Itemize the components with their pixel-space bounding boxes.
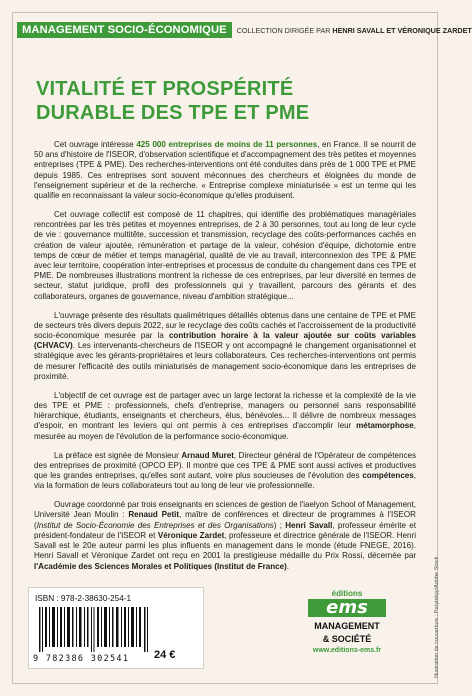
text-run: . Les intervenants-chercheurs de l'ISEOR y ont accompagné le changement organisationnel et stratégique avec les gérants-propriétaires et leurs collaborateurs. Ces recherches-interventions ont permis de mesurer l'efficacité des outils miniaturisés de management socio-économique dans les entreprises de proximité. (34, 341, 416, 381)
barcode-icon (39, 607, 149, 652)
text-run: , via la formation de leurs collaborateurs tout au long de leur vie professionnelle. (34, 471, 416, 491)
series-label: MANAGEMENT SOCIO-ÉCONOMIQUE (17, 22, 232, 38)
emphasis: contribution horaire à la valeur ajoutée sur coûts variables (CHVACV) (34, 331, 416, 351)
logo-societe: & SOCIÉTÉ (322, 634, 372, 644)
emphasis: compétences (362, 471, 414, 481)
isbn-label: ISBN : 978-2-38630-254-1 (35, 594, 132, 603)
publisher-url[interactable]: www.editions-ems.fr (312, 647, 382, 654)
publisher-logo (292, 587, 402, 671)
image-credit: Illustration de couverture : Perytskyy/Adobe Stock (434, 556, 440, 678)
emphasis: Henri Savall (285, 520, 333, 530)
logo-ems: ems (308, 599, 386, 617)
emphasis: métamorphose (356, 421, 414, 431)
text-run: , professeur émérite et président-fondateur de l'ISEOR et (34, 520, 416, 540)
text-run: Ouvrage coordonné par trois enseignants en sciences de gestion de l'iaelyon School of Management, Université Jean Moulin : (34, 500, 416, 520)
title-line-1: VITALITÉ ET PROSPÉRITÉ (36, 78, 294, 100)
emphasis: Arnaud Muret (181, 450, 234, 460)
text-run: . (286, 561, 290, 571)
text-run: La préface est signée de Monsieur (54, 450, 182, 460)
blurb (34, 140, 416, 581)
collection-names: HENRI SAVALL ET VÉRONIQUE ZARDET (332, 25, 472, 35)
highlight: 425 000 entreprises de moins de 11 personnes (136, 140, 318, 149)
paragraph-1 (34, 140, 416, 201)
paragraph-4 (34, 391, 416, 442)
book-title (36, 77, 396, 125)
logo-management: MANAGEMENT (314, 621, 380, 631)
text-run: L'ouvrage présente des résultats qualimétriques détaillés obtenus dans une centaine de TPE et PME de secteurs très divers depuis 2022, sur le recyclage des coûts cachés et l'accroissement de la productivité socio-économique mesurée par la (34, 310, 416, 341)
price: 24 € (154, 649, 176, 661)
text-run: , maître de conférences et directeur de programmes à l'ISEOR ( (34, 510, 416, 530)
text-run: , Directeur général de l'Opérateur de compétences des entreprises de proximité (OPCO EP). Il montre que ces TPE & PME sont aussi actives et productives que les grandes entreprises, qu'elles sont autant, voire plus soucieuses de l'évolution des (34, 450, 416, 481)
text-run: , mesurée au moyen de l'évolution de la performance socio-économique. (34, 421, 416, 441)
text-run: ) ; (273, 520, 286, 530)
text-run: L'objectif de cet ouvrage est de partager avec un large lectorat la richesse et la complexité de la vie des TPE et PME : professionnels, chefs d'entreprise, managers ou personnel sans responsabilité hiérarchique, étudiants, enseignants et chercheurs, élus, bénévoles... Il délivre de nombreux messages d'espoir, en montrant les leviers qui ont permis à ces entreprises d'accomplir leur (34, 390, 416, 431)
isbn-block (28, 587, 204, 669)
emphasis: Renaud Petit (128, 510, 180, 520)
text-run: , en France. Il se nourrit de 50 ans d'histoire de l'ISEOR, d'observation scientifique et d'accompagnement des très petites et moyennes entreprises (TPE & PME). Des recherches-interventions ont été conduites dans près de 1 000 TPE et PME depuis 1985. Ces entreprises sont souvent méconnues des chercheurs et éloignées du monde de l'enseignement supérieur et de la recherche. « Entreprise complexe miniaturisée » est un terme qui les qualifie en reconnaissant la valeur socio-économique qu'elles produisent. (34, 140, 416, 201)
logo-editions: éditions (331, 589, 363, 598)
collection-prefix: COLLECTION DIRIGÉE PAR (236, 25, 333, 35)
footer (22, 587, 422, 677)
title-line-2: DURABLE DES TPE ET PME (36, 102, 310, 124)
emphasis: Véronique Zardet (157, 530, 225, 540)
text-run: , professeure et directrice générale de l'ISEOR. Henri Savall est le 20e auteur parmi les plus influents en management dans le monde (étude FNEGE, 2016). Henri Savall et Véronique Zardet ont reçu en 2001 la prestigieuse médaille du Prix Rossi, décernée par (34, 530, 416, 561)
collection-editors (237, 26, 472, 35)
paragraph-2: Cet ouvrage collectif est composé de 11 chapitres, qui identifie des problématiques managériales rencontrées par les très petites et moyennes entreprises, de 2 à 30 personnes, tout au long de leur cycle de vie : gouvernance multitête, succession et transmission, recyclage des coûts-performances cachés en création de valeur ajoutée, rémunération et partage de la valeur, cohésion d'équipe, dichotomie entre temps de cœur de métier et temps managérial, qualité de vie au travail, interconnexion des TPE & PME avec leur territoire, coopération inter-entreprises et processus de conduite du changement dans ces TPE et PME. De nombreuses illustrations montrent la richesse de ces entreprises, par leur diversité en termes de secteur, statut juridique, profil des professionnels qui y travaillent, parcours des gérants et des collaborateurs, organes de gouvernance, niveau d'ambition stratégique... (34, 210, 416, 301)
text-run: Cet ouvrage intéresse (54, 140, 137, 149)
emphasis: l'Académie des Sciences Morales et Politiques (Institut de France) (34, 561, 287, 571)
series-header (17, 22, 472, 38)
paragraph-5 (34, 451, 416, 492)
italic: Institut de Socio-Économie des Entreprises et des Organisations (36, 520, 274, 530)
paragraph-6 (34, 500, 416, 571)
paragraph-3 (34, 311, 416, 382)
barcode-digits: 9 782386 302541 (33, 654, 130, 664)
